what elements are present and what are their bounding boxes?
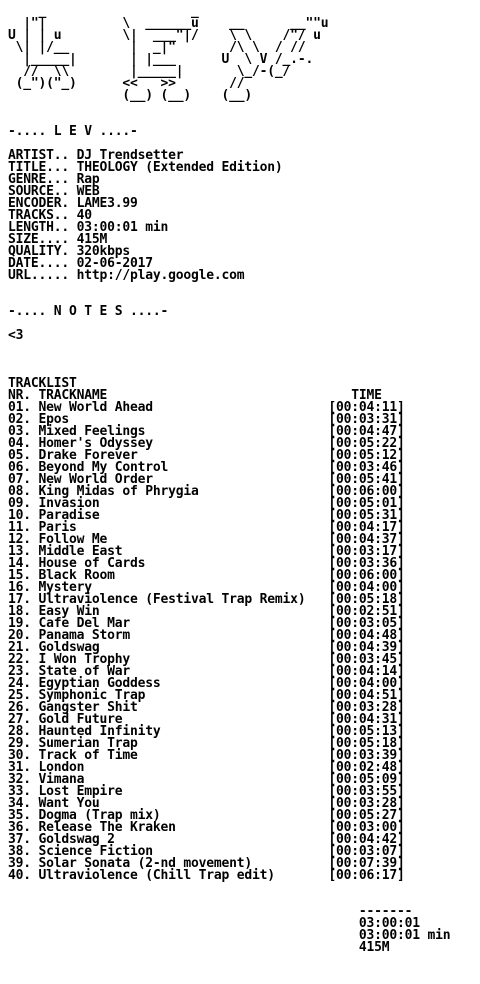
nfo-line: 04. Homer's Odyssey [00:05:22] — [8, 436, 405, 451]
nfo-line: |_____| | |___ U \ V /_.-. — [8, 52, 314, 67]
nfo-line: 20. Panama Storm [00:04:48] — [8, 628, 405, 643]
nfo-line: U | | u \| ___"|/ \ \ /"/ u — [8, 28, 321, 43]
nfo-line: SIZE.... 415M — [8, 232, 108, 247]
nfo-line: 02. Epos [00:03:31] — [8, 412, 405, 427]
nfo-line: ------- — [8, 904, 413, 919]
nfo-line: ENCODER. LAME3.99 — [8, 196, 138, 211]
nfo-line — [8, 102, 450, 114]
nfo-line: QUALITY. 320kbps — [8, 244, 131, 259]
nfo-line: DATE.... 02-06-2017 — [8, 256, 153, 271]
nfo-line: 28. Haunted Infinity [00:05:13] — [8, 724, 405, 739]
nfo-line: 25. Symphonic Trap [00:04:51] — [8, 688, 405, 703]
nfo-line: 26. Gangster Shit [00:03:28] — [8, 700, 405, 715]
nfo-line: 05. Drake Forever [00:05:12] — [8, 448, 405, 463]
nfo-line: 03:00:01 min — [8, 928, 451, 943]
nfo-line: TRACKLIST — [8, 376, 77, 391]
nfo-line: 30. Track of Time [00:03:39] — [8, 748, 405, 763]
nfo-line: 36. Release The Kraken [00:03:00] — [8, 820, 405, 835]
nfo-line: (_")("_) << >> // — [8, 76, 245, 91]
nfo-line: 32. Vimana [00:05:09] — [8, 772, 405, 787]
nfo-line: 16. Mystery [00:04:00] — [8, 580, 405, 595]
nfo-line: 39. Solar Sonata (2-nd movement) [00:07:39] — [8, 856, 405, 871]
nfo-line: 24. Egyptian Goddess [00:04:00] — [8, 676, 405, 691]
nfo-line: 01. New World Ahead [00:04:11] — [8, 400, 405, 415]
nfo-line: 18. Easy Win [00:02:51] — [8, 604, 405, 619]
nfo-line: 03. Mixed Feelings [00:04:47] — [8, 424, 405, 439]
nfo-line: TITLE... THEOLOGY (Extended Edition) — [8, 160, 283, 175]
nfo-line: <3 — [8, 328, 24, 343]
nfo-line: SOURCE.. WEB — [8, 184, 100, 199]
nfo-line: -.... L E V ....- — [8, 124, 138, 139]
nfo-line: 29. Sumerian Trap [00:05:18] — [8, 736, 405, 751]
nfo-line: 10. Paradise [00:05:31] — [8, 508, 405, 523]
nfo-line: 31. London [00:02:48] — [8, 760, 405, 775]
nfo-line: ARTIST.. DJ Trendsetter — [8, 148, 184, 163]
nfo-line: 35. Dogma (Trap mix) [00:05:27] — [8, 808, 405, 823]
nfo-line — [8, 354, 450, 366]
nfo-line — [8, 882, 450, 894]
nfo-line — [8, 342, 450, 354]
nfo-line: NR. TRACKNAME TIME — [8, 388, 382, 403]
nfo-line: 17. Ultraviolence (Festival Trap Remix) [00:05:18] — [8, 592, 405, 607]
nfo-line: 37. Goldswag 2 [00:04:42] — [8, 832, 405, 847]
nfo-line: 38. Science Fiction [00:03:07] — [8, 844, 405, 859]
nfo-line: 34. Want You [00:03:28] — [8, 796, 405, 811]
nfo-line: 11. Paris [00:04:17] — [8, 520, 405, 535]
nfo-line: |"| \ ______u __ __""u — [8, 16, 329, 31]
nfo-line: \| |/__ | _|" /\ \ / // — [8, 40, 306, 55]
nfo-line: 415M — [8, 940, 390, 955]
nfo-line: 33. Lost Empire [00:03:55] — [8, 784, 405, 799]
nfo-line — [8, 282, 450, 294]
nfo-line: 14. House of Cards [00:03:36] — [8, 556, 405, 571]
nfo-line: (__) (__) (__) — [8, 88, 253, 103]
nfo-line: 07. New World Order [00:05:41] — [8, 472, 405, 487]
nfo-line: 12. Follow Me [00:04:37] — [8, 532, 405, 547]
nfo-line: // \\ |_____| \_/-(_/ — [8, 64, 291, 79]
nfo-line: 27. Gold Future [00:04:31] — [8, 712, 405, 727]
nfo-line: 19. Cafe Del Mar [00:03:05] — [8, 616, 405, 631]
nfo-line: _ _ — [8, 4, 199, 19]
nfo-line: 08. King Midas of Phrygia [00:06:00] — [8, 484, 405, 499]
nfo-line: 22. I Won Trophy [00:03:45] — [8, 652, 405, 667]
nfo-line — [8, 318, 450, 330]
nfo-line: 13. Middle East [00:03:17] — [8, 544, 405, 559]
nfo-line: 09. Invasion [00:05:01] — [8, 496, 405, 511]
nfo-line: 06. Beyond My Control [00:03:46] — [8, 460, 405, 475]
nfo-line: 23. State of War [00:04:14] — [8, 664, 405, 679]
nfo-line: -.... N O T E S ....- — [8, 304, 169, 319]
nfo-line: GENRE... Rap — [8, 172, 100, 187]
nfo-line: URL..... http://play.google.com — [8, 268, 245, 283]
nfo-line: 03:00:01 — [8, 916, 420, 931]
nfo-line: TRACKS.. 40 — [8, 208, 92, 223]
nfo-line: 21. Goldswag [00:04:39] — [8, 640, 405, 655]
nfo-line: 40. Ultraviolence (Chill Trap edit) [00:06:17] — [8, 868, 405, 883]
nfo-document — [8, 6, 450, 954]
nfo-line: LENGTH.. 03:00:01 min — [8, 220, 169, 235]
nfo-line: 15. Black Room [00:06:00] — [8, 568, 405, 583]
